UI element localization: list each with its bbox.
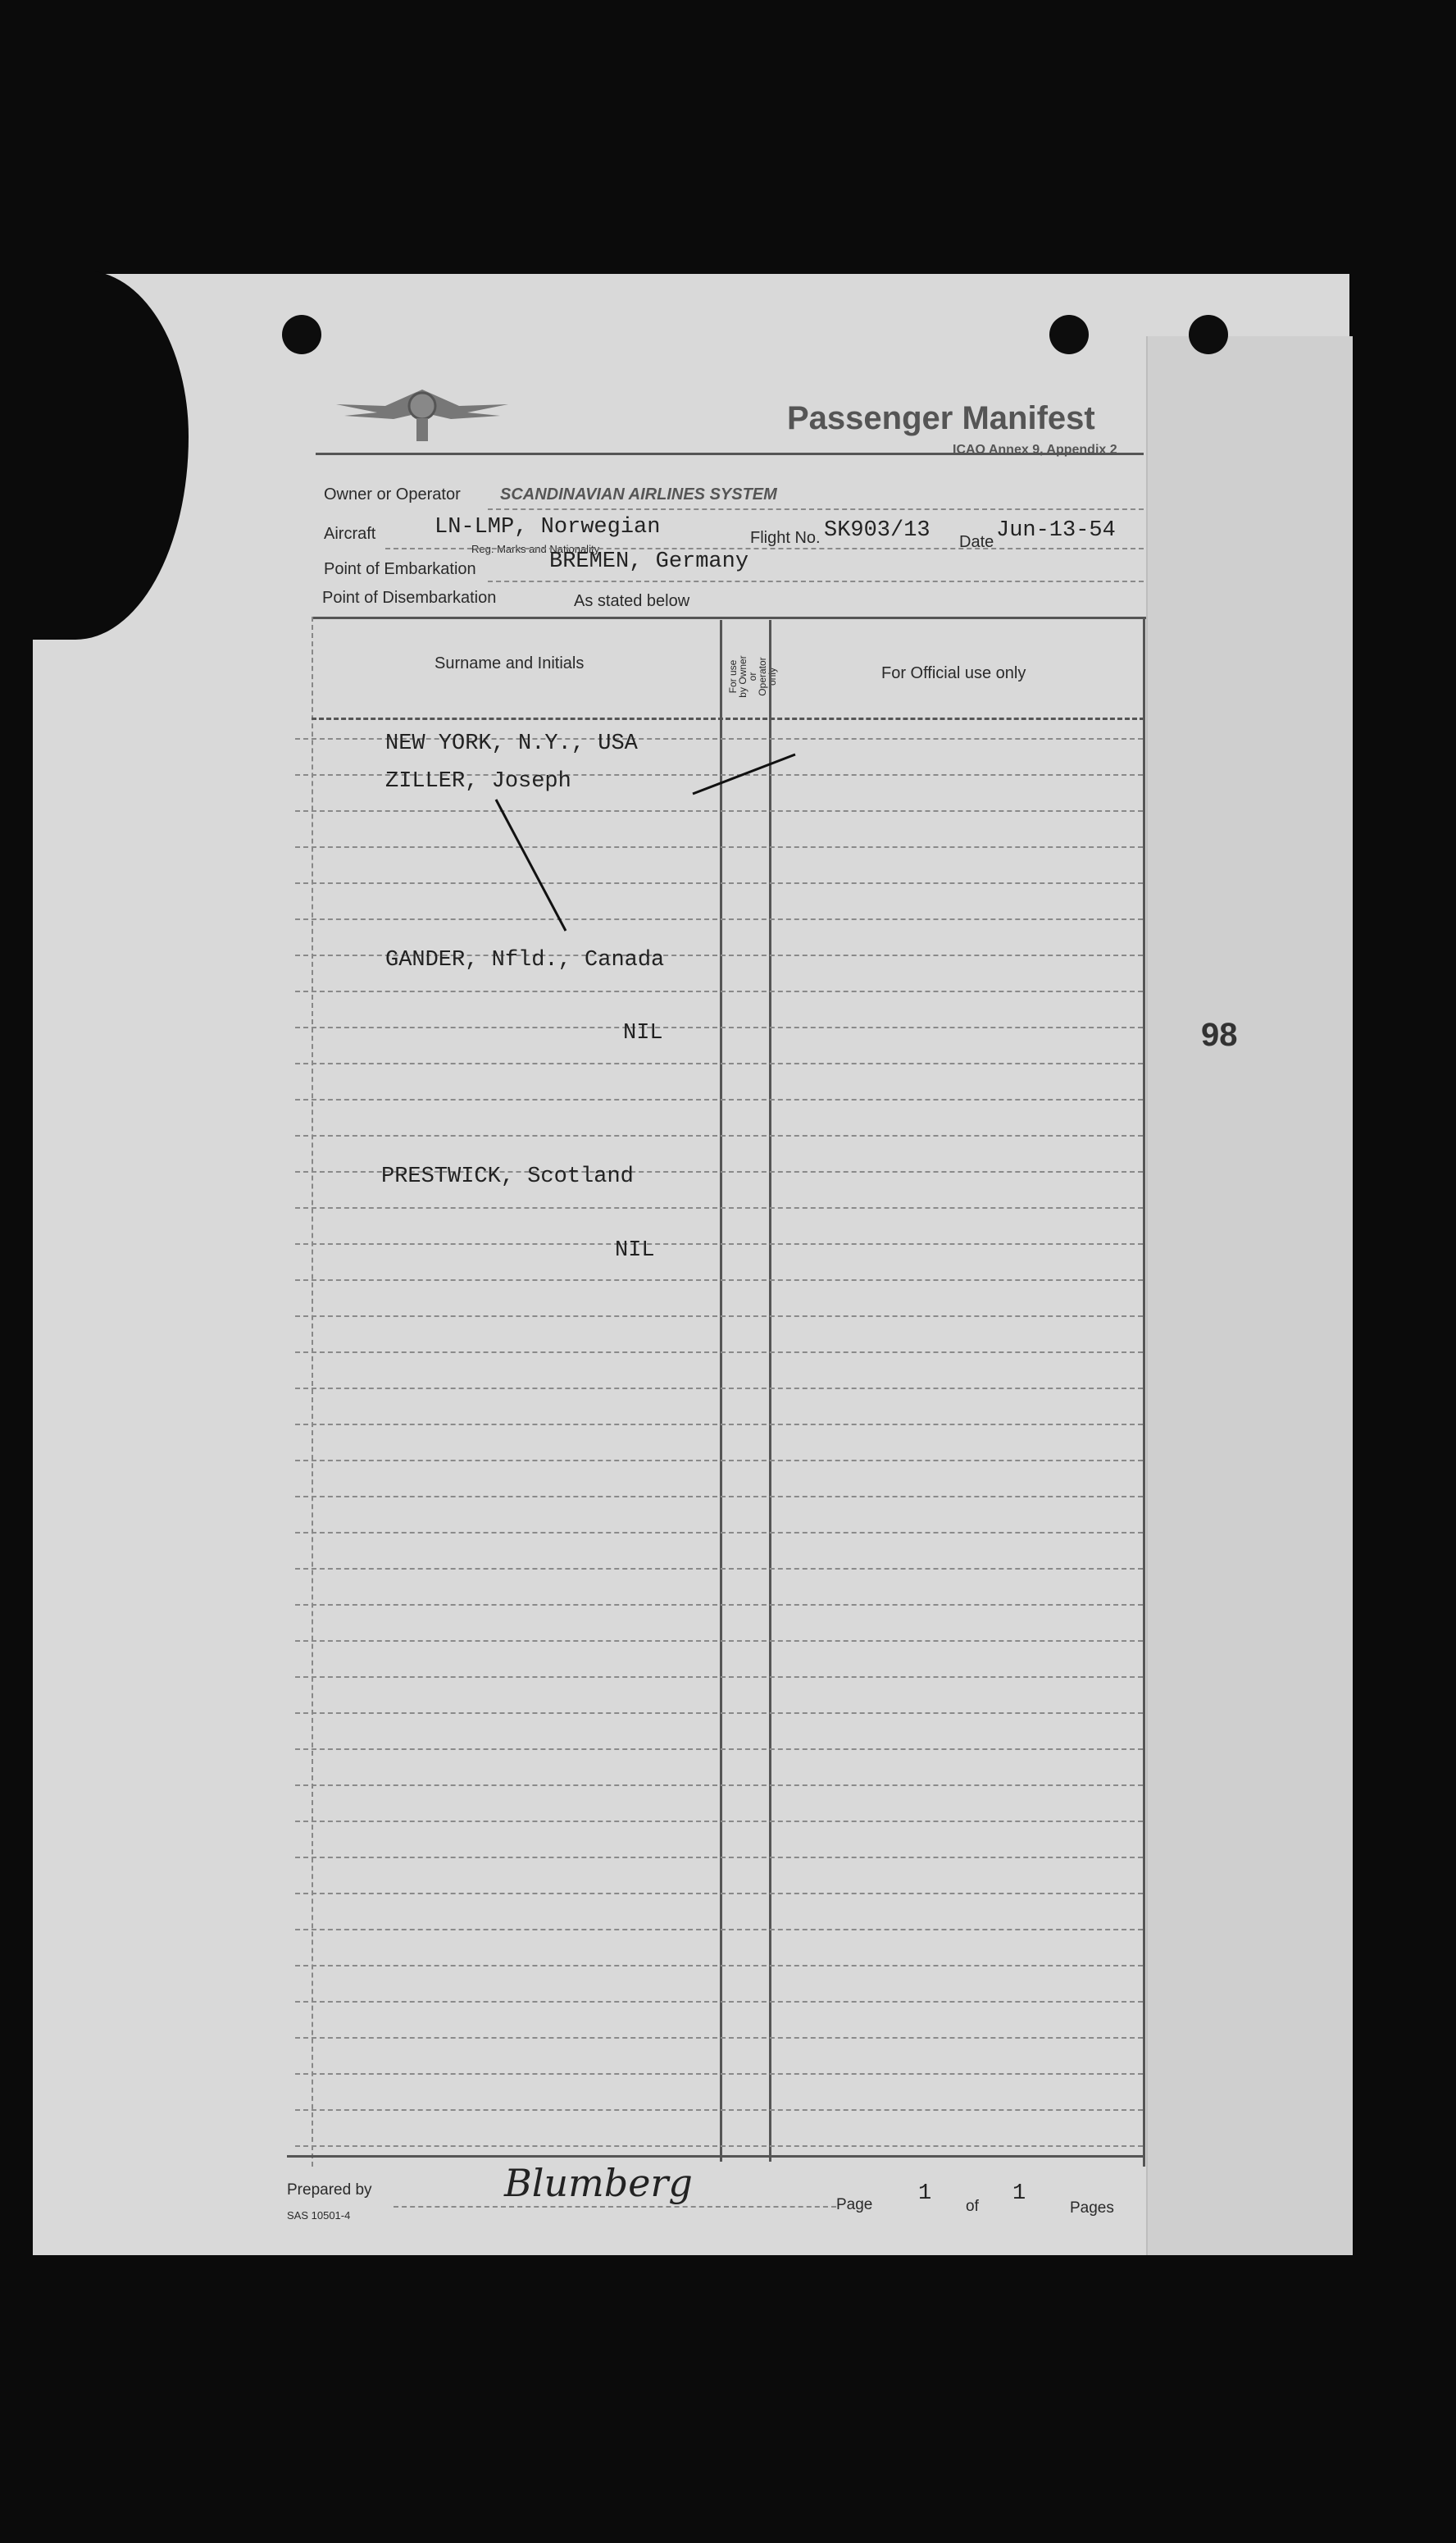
surname-header: Surname and Initials <box>435 654 585 672</box>
flight-label: Flight No. <box>750 529 821 547</box>
destination-new-york: NEW YORK, N.Y., USA <box>385 731 638 756</box>
pages-label: Pages <box>1070 2199 1114 2217</box>
owner-value: SCANDINAVIAN AIRLINES SYSTEM <box>500 485 777 504</box>
page-subtitle: ICAO Annex 9, Appendix 2 <box>953 443 1117 457</box>
destination-gander: GANDER, Nfld., Canada <box>385 948 665 973</box>
of-label: of <box>966 2198 979 2215</box>
official-use-header: For Official use only <box>881 664 1026 682</box>
prestwick-nil: NIL <box>615 1238 655 1263</box>
total-pages: 1 <box>1012 2181 1026 2206</box>
preparer-signature: Blumberg <box>504 2161 693 2205</box>
footer-top-border <box>287 2155 1144 2158</box>
disembarkation-value: As stated below <box>574 592 690 610</box>
embarkation-value: BREMEN, Germany <box>549 549 749 574</box>
aircraft-label: Aircraft <box>324 525 376 543</box>
form-number: SAS 10501-4 <box>287 2209 351 2222</box>
prepared-by-label: Prepared by <box>287 2181 372 2199</box>
gander-nil: NIL <box>623 1021 663 1046</box>
destination-prestwick: PRESTWICK, Scotland <box>381 1164 634 1189</box>
page-title: Passenger Manifest <box>787 400 1095 436</box>
page-number: 1 <box>918 2181 932 2206</box>
passenger-name: ZILLER, Joseph <box>385 769 571 794</box>
aircraft-value: LN-LMP, Norwegian <box>435 515 661 540</box>
flight-value: SK903/13 <box>824 518 930 543</box>
prepared-by-line <box>394 2206 836 2208</box>
date-label: Date <box>959 533 994 551</box>
reg-marks-note: Reg. Marks and Nationality <box>471 543 600 555</box>
side-number: 98 <box>1201 1017 1238 1053</box>
owner-use-header: For use by Owner or Operator only <box>727 655 778 698</box>
disembarkation-label: Point of Disembarkation <box>322 589 497 607</box>
page-label: Page <box>836 2196 873 2213</box>
owner-label: Owner or Operator <box>324 485 461 504</box>
date-value: Jun-13-54 <box>996 518 1116 543</box>
embarkation-label: Point of Embarkation <box>324 560 476 578</box>
